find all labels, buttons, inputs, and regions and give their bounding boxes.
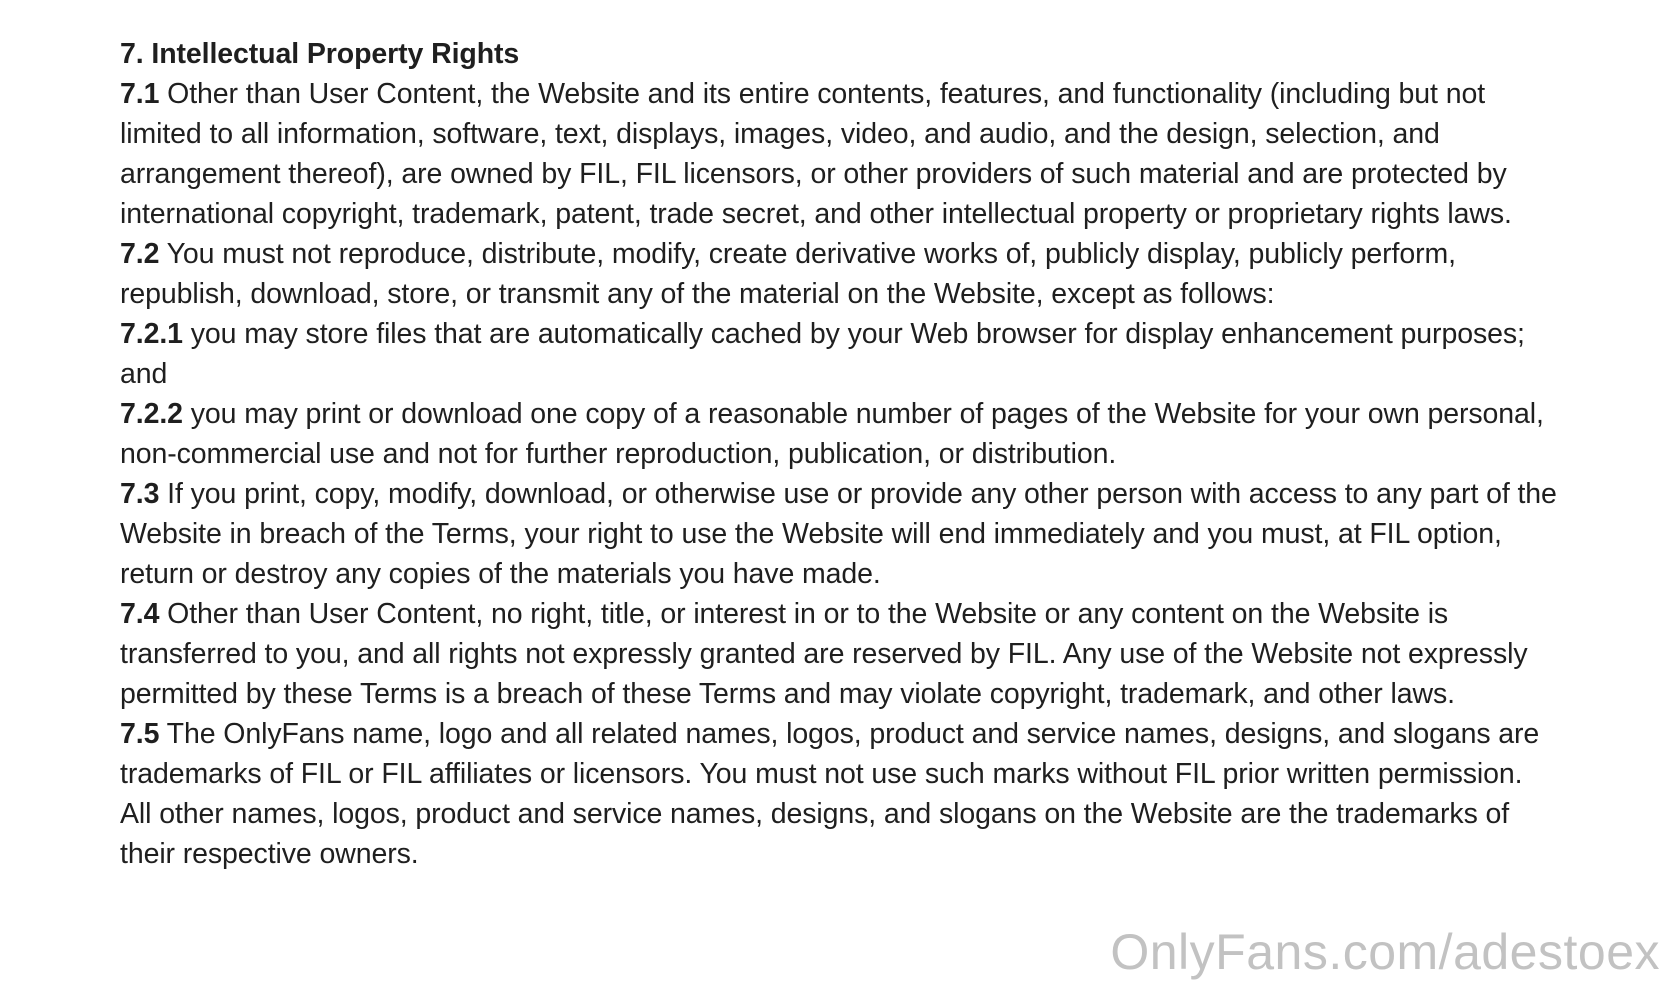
paragraph-number: 7.2.2: [120, 398, 183, 430]
paragraph-number: 7.5: [120, 718, 160, 750]
paragraph-number: 7.2.1: [120, 318, 183, 350]
paragraph-7-3: [120, 474, 1560, 594]
paragraph-7-2-2: [120, 394, 1560, 474]
paragraph-text: If you print, copy, modify, download, or otherwise use or provide any other person with access to any part of the Website in breach of the Terms, your right to use the Website will end immediately and you must, at FIL option, return or destroy any copies of the materials you have made.: [120, 478, 1557, 590]
paragraph-7-5: [120, 714, 1560, 874]
paragraph-number: 7.3: [120, 478, 160, 510]
terms-document: [120, 34, 1560, 874]
paragraph-7-1: [120, 74, 1560, 234]
paragraph-7-4: [120, 594, 1560, 714]
paragraph-text: Other than User Content, the Website and its entire contents, features, and functionality (including but not limited to all information, software, text, displays, images, video, and audio, and the design, selection, and arrangement thereof), are owned by FIL, FIL licensors, or other providers of such material and are protected by international copyright, trademark, patent, trade secret, and other intellectual property or proprietary rights laws.: [120, 78, 1512, 230]
paragraph-text: Other than User Content, no right, title, or interest in or to the Website or any content on the Website is transferred to you, and all rights not expressly granted are reserved by FIL. Any use of the Website not expressly permitted by these Terms is a breach of these Terms and may violate copyright, trademark, and other laws.: [120, 598, 1528, 710]
paragraph-text: The OnlyFans name, logo and all related names, logos, product and service names, designs, and slogans are trademarks of FIL or FIL affiliates or licensors. You must not use such marks without FIL prior written permission. All other names, logos, product and service names, designs, and slogans on the Website are the trademarks of their respective owners.: [120, 718, 1540, 870]
paragraph-text: You must not reproduce, distribute, modify, create derivative works of, publicly display, publicly perform, republish, download, store, or transmit any of the material on the Website, except as follows:: [120, 238, 1456, 310]
paragraph-number: 7.2: [120, 238, 160, 270]
paragraph-text: you may print or download one copy of a reasonable number of pages of the Website for your own personal, non-commercial use and not for further reproduction, publication, or distribution.: [120, 398, 1544, 470]
paragraph-text: you may store files that are automatically cached by your Web browser for display enhancement purposes; and: [120, 318, 1525, 390]
paragraph-7-2-1: [120, 314, 1560, 394]
paragraph-7-2: [120, 234, 1560, 314]
paragraph-number: 7.4: [120, 598, 160, 630]
watermark-text: OnlyFans.com/adestoex: [1110, 924, 1660, 980]
section-heading: 7. Intellectual Property Rights: [120, 38, 520, 70]
paragraph-number: 7.1: [120, 78, 160, 110]
